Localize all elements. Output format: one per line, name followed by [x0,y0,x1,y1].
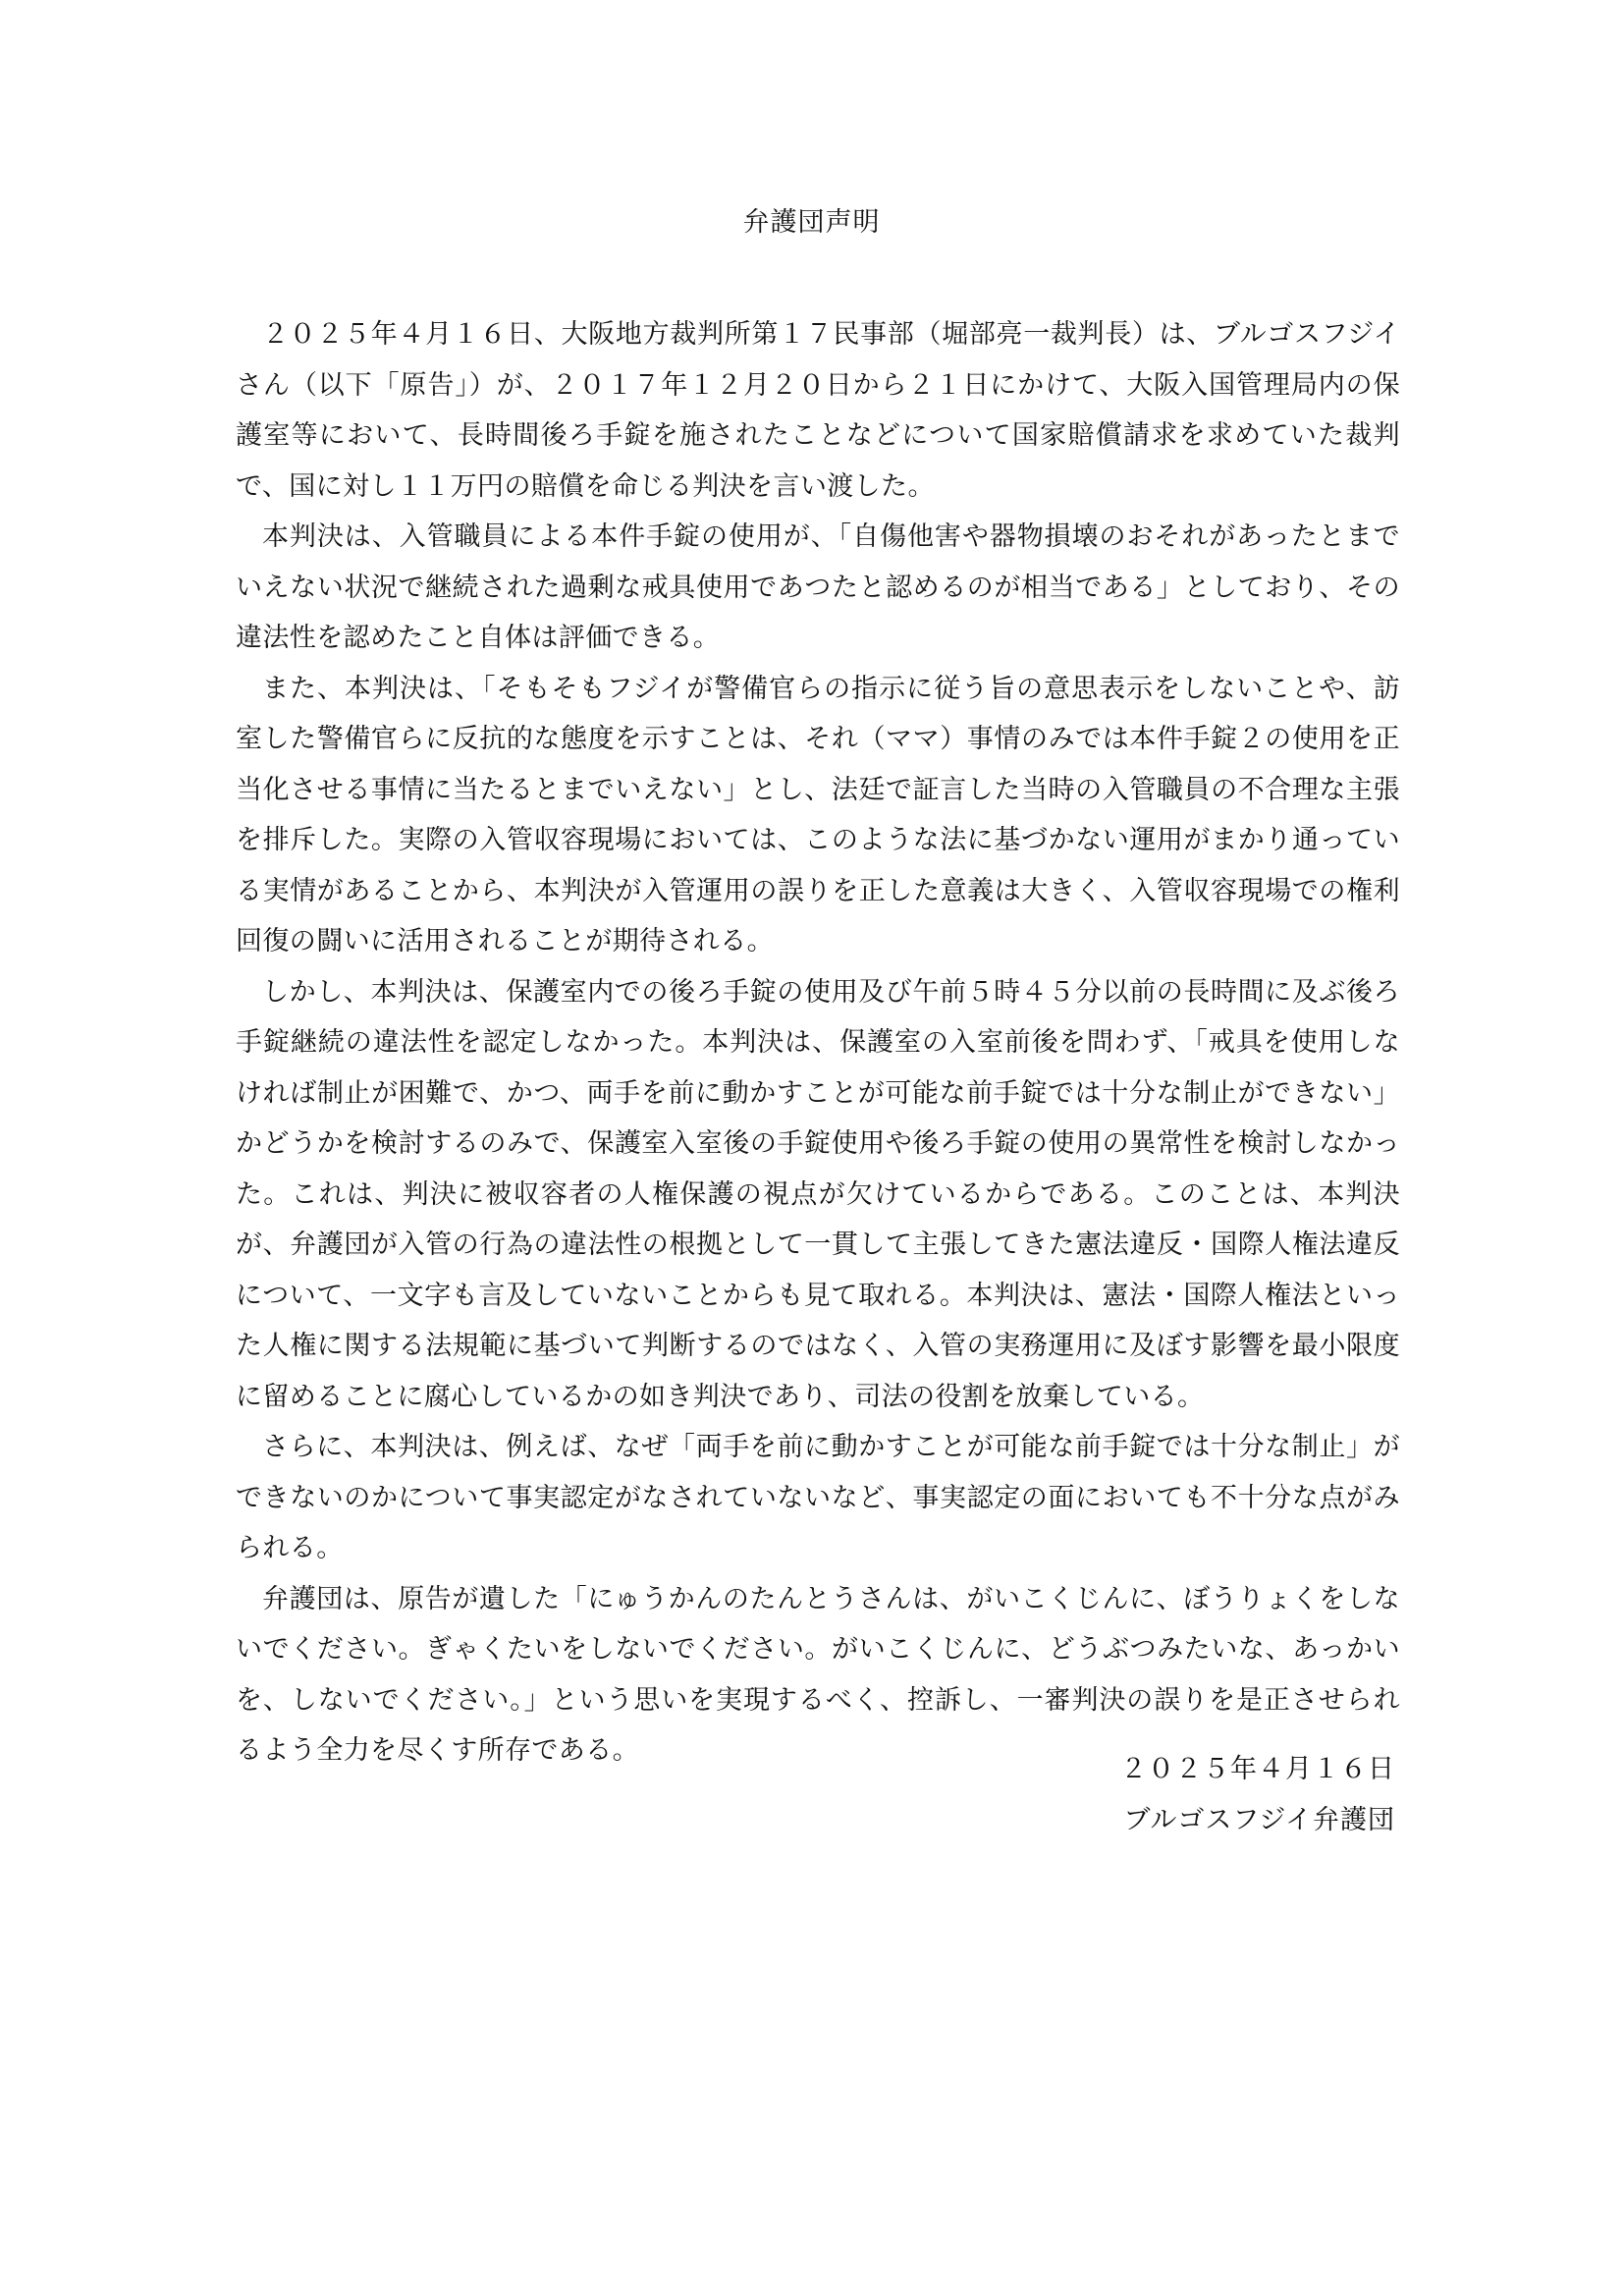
paragraph-appeal: 弁護団は、原告が遺した「にゅうかんのたんとうさんは、がいこくじんに、ぼうりょくをしないでください。ぎゃくたいをしないでください。がいこくじんに、どうぶつみたいな、あっかいを、しないでください。」という思いを実現するべく、控訴し、一審判決の誤りを是正させられるよう全力を尽くす所存である。 [236,1583,1400,1766]
paragraph-fact-finding: さらに、本判決は、例えば、なぜ「両手を前に動かすことが可能な前手錠では十分な制止」ができないのかについて事実認定がなされていないなど、事実認定の面においても不十分な点がみられる。 [236,1432,1400,1563]
signature-block [1120,1744,1395,1845]
statement-title: 弁護団声明 [742,207,881,238]
paragraph-criticism: しかし、本判決は、保護室内での後ろ手錠の使用及び午前５時４５分以前の長時間に及ぶ後ろ手錠継続の違法性を認定しなかった。本判決は、保護室の入室前後を問わず、「戒具を使用しなければ制止が困難で、かつ、両手を前に動かすことが可能な前手錠では十分な制止ができない」かどうかを検討するのみで、保護室入室後の手錠使用や後ろ手錠の使用の異常性を検討しなかった。これは、判決に被収容者の人権保護の視点が欠けているからである。このことは、本判決が、弁護団が入管の行為の違法性の根拠として一貫して主張してきた憲法違反・国際人権法違反について、一文字も言及していないことからも見て取れる。本判決は、憲法・国際人権法といった人権に関する法規範に基づいて判断するのではなく、入管の実務運用に及ぼす影響を最小限度に留めることに腐心しているかの如き判決であり、司法の役割を放棄している。 [236,976,1400,1412]
statement-date: ２０２５年４月１６日 [1120,1754,1395,1784]
paragraph-illegality-recognized: 本判決は、入管職員による本件手錠の使用が、「自傷他害や器物損壊のおそれがあったとまでいえない状況で継続された過剰な戒具使用であつたと認めるのが相当である」としており、その違法性を認めたこと自体は評価できる。 [236,521,1400,653]
signatory-name: ブルゴスフジイ弁護団 [1123,1804,1395,1835]
paragraph-rejected-claims: また、本判決は、「そもそもフジイが警備官らの指示に従う旨の意思表示をしないことや、訪室した警備官らに反抗的な態度を示すことは、それ（ママ）事情のみでは本件手錠２の使用を正当化させる事情に当たるとまでいえない」とし、法廷で証言した当時の入管職員の不合理な主張を排斥した。実際の入管収容現場においては、このような法に基づかない運用がまかり通っている実情があることから、本判決が入管運用の誤りを正した意義は大きく、入管収容現場での権利回復の闘いに活用されることが期待される。 [236,673,1400,957]
statement-body [236,309,1400,1777]
paragraph-ruling-summary: ２０２５年４月１６日、大阪地方裁判所第１７民事部（堀部亮一裁判長）は、ブルゴスフジイさん（以下「原告」）が、２０１７年１２月２０日から２１日にかけて、大阪入国管理局内の保護室等において、長時間後ろ手錠を施されたことなどについて国家賠償請求を求めていた裁判で、国に対し１１万円の賠償を命じる判決を言い渡した。 [236,319,1400,502]
